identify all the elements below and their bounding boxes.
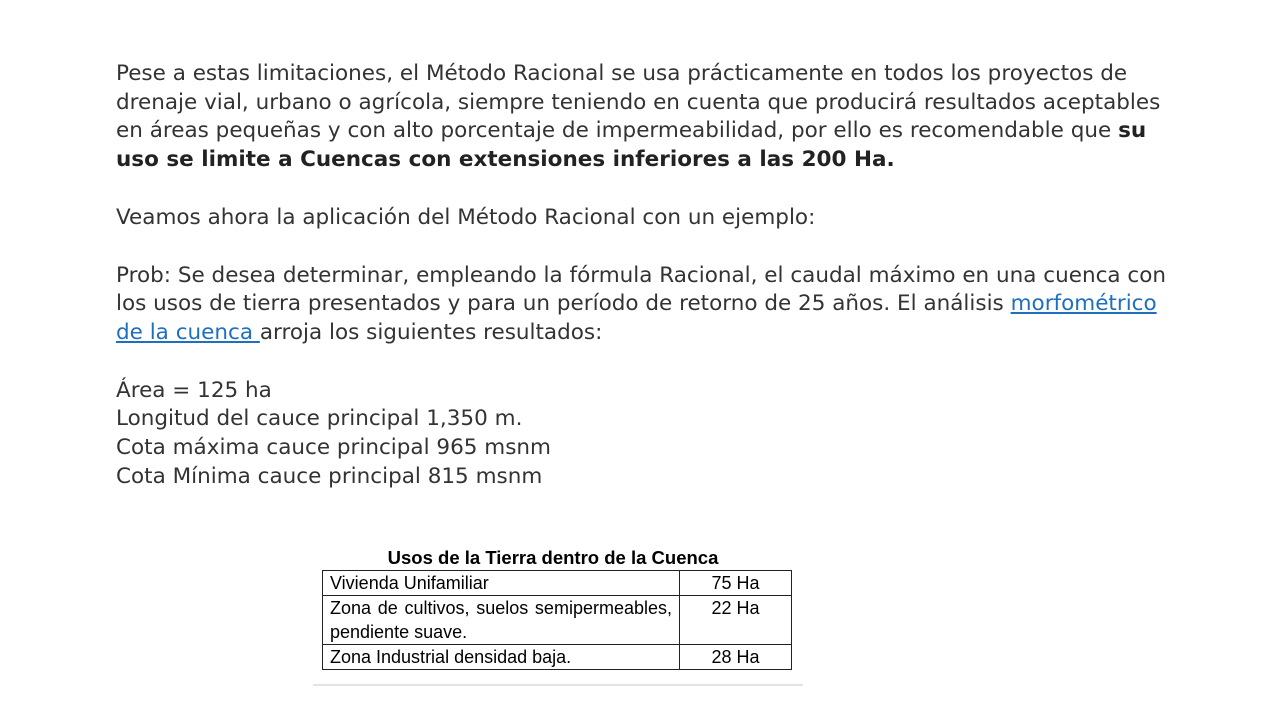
result-area: Área = 125 ha [116, 377, 272, 403]
table-row [323, 571, 792, 596]
paragraph-spacer [116, 175, 1176, 204]
limitations-paragraph [116, 60, 1176, 175]
paragraph-spacer [116, 348, 1176, 377]
land-use-table-title: Usos de la Tierra dentro de la Cuenca [387, 547, 719, 568]
morphometric-analysis-link[interactable]: morfométrico de la cuenca [116, 291, 1157, 345]
example-intro-paragraph: Veamos ahora la aplicación del Método Racional con un ejemplo: [116, 204, 816, 230]
land-use-table-figure [313, 546, 803, 686]
land-use-area: 28 Ha [680, 645, 792, 670]
table-row [323, 645, 792, 670]
result-max-elevation: Cota máxima cauce principal 965 msnm [116, 435, 551, 461]
paragraph-spacer [116, 233, 1176, 262]
land-use-table [322, 570, 792, 670]
land-use-area: 75 Ha [680, 571, 792, 596]
limitations-bold-text: su uso se limite a Cuencas con extensiones inferiores a las 200 Ha. [116, 118, 1147, 173]
document-body [116, 60, 1176, 491]
land-use-area: 22 Ha [680, 596, 792, 645]
problem-paragraph [116, 262, 1176, 348]
limitations-text: Pese a estas limitaciones, el Método Racional se usa prácticamente en todos los proyectos de drenaje vial, urbano o agrícola, siempre teniendo en cuenta que producirá resultados aceptables en áreas pequeñas y con alto porcentaje de impermeabilidad, por ello es recomendable que [116, 61, 1161, 144]
land-use-description: Vivienda Unifamiliar [323, 571, 680, 596]
land-use-description: Zona de cultivos, suelos semipermeables, pendiente suave. [323, 596, 680, 645]
result-min-elevation: Cota Mínima cauce principal 815 msnm [116, 463, 543, 489]
table-row [323, 596, 792, 645]
problem-text-end: arroja los siguientes resultados: [259, 319, 603, 345]
figure-bottom-rule [313, 684, 803, 686]
land-use-description: Zona Industrial densidad baja. [323, 645, 680, 670]
problem-text: Prob: Se desea determinar, empleando la fórmula Racional, el caudal máximo en una cuenca con los usos de tierra presentados y para un período de retorno de 25 años. El análisis [116, 262, 1167, 317]
result-channel-length: Longitud del cauce principal 1,350 m. [116, 406, 523, 432]
